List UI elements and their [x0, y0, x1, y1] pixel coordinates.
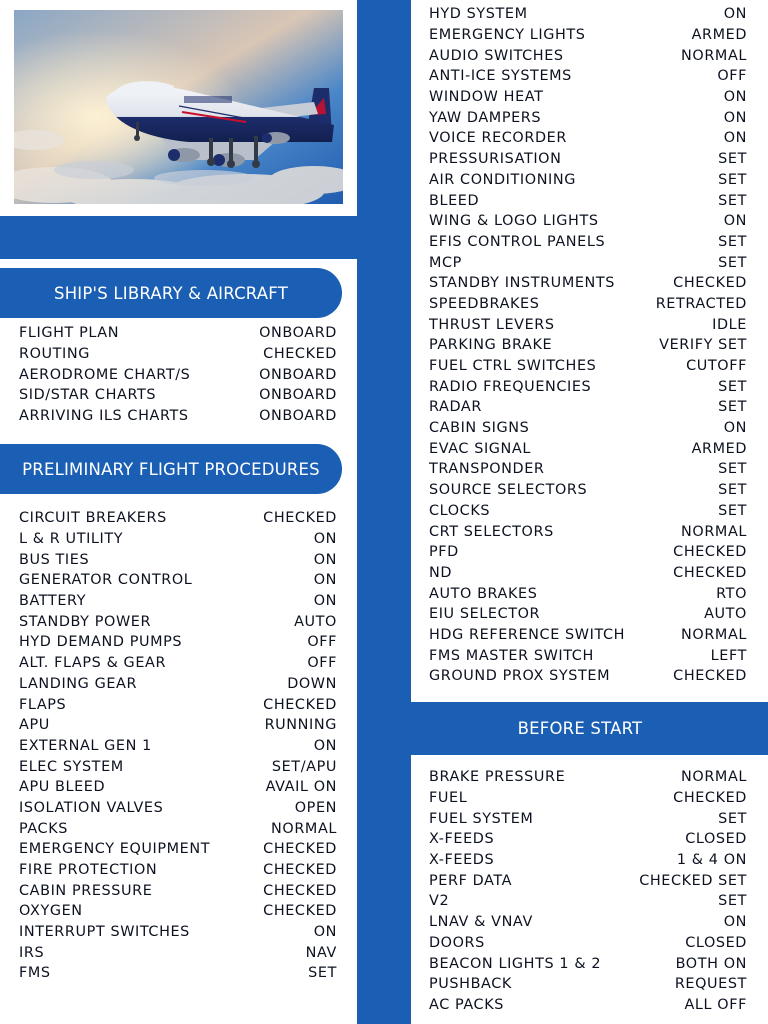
checklist-item-value: RETRACTED [655, 295, 747, 312]
checklist-row [429, 912, 747, 933]
checklist-item-label: FUEL CTRL SWITCHES [429, 358, 597, 375]
checklist-item-value: CHECKED [263, 882, 337, 899]
checklist-item-value: ON [723, 109, 747, 126]
checklist-row [19, 591, 337, 612]
checklist-item-label: DOORS [429, 934, 485, 951]
checklist-row [429, 25, 747, 46]
checklist-row [19, 529, 337, 550]
checklist-item-label: EFIS CONTROL PANELS [429, 233, 606, 250]
before-start-title: BEFORE START [517, 718, 643, 738]
preliminary-procedures-list [19, 508, 337, 984]
checklist-item-value: OFF [717, 68, 747, 85]
checklist-item-label: SPEEDBRAKES [429, 295, 540, 312]
left-checklist-panel [0, 259, 357, 1024]
checklist-row [429, 563, 747, 584]
checklist-item-label: PACKS [19, 820, 68, 837]
checklist-item-label: ROUTING [19, 346, 91, 363]
checklist-row [19, 364, 337, 385]
checklist-item-value: CHECKED [263, 841, 337, 858]
checklist-item-label: ISOLATION VALVES [19, 799, 164, 816]
checklist-item-value: SET [718, 151, 747, 168]
checklist-row [429, 480, 747, 501]
checklist-row [19, 860, 337, 881]
checklist-row [429, 314, 747, 335]
photo-panel [0, 0, 357, 216]
checklist-row [19, 632, 337, 653]
ships-library-list [19, 323, 337, 426]
checklist-item-label: HYD DEMAND PUMPS [19, 634, 183, 651]
checklist-item-label: ARRIVING ILS CHARTS [19, 408, 189, 425]
checklist-row [429, 232, 747, 253]
checklist-item-value: ON [723, 420, 747, 437]
checklist-item-label: FUEL [429, 790, 468, 807]
checklist-item-label: V2 [429, 893, 450, 910]
checklist-item-label: CABIN SIGNS [429, 420, 530, 437]
checklist-row [19, 922, 337, 943]
checklist-item-value: ON [313, 572, 337, 589]
checklist-item-value: NORMAL [681, 523, 747, 540]
checklist-item-label: AUDIO SWITCHES [429, 47, 564, 64]
checklist-row [429, 829, 747, 850]
right-checklist-panel [411, 0, 768, 702]
checklist-row [19, 798, 337, 819]
checklist-item-value: CHECKED [673, 668, 747, 685]
checklist-item-label: HYD SYSTEM [429, 6, 528, 23]
checklist-item-label: BLEED [429, 192, 480, 209]
checklist-item-value: SET [308, 965, 337, 982]
preliminary-flight-procedures-header [0, 444, 342, 494]
checklist-item-value: SET [718, 810, 747, 827]
checklist-row [429, 170, 747, 191]
checklist-row [19, 549, 337, 570]
checklist-row [429, 850, 747, 871]
checklist-item-label: BATTERY [19, 593, 87, 610]
checklist-item-value: VERIFY SET [659, 337, 747, 354]
checklist-row [19, 901, 337, 922]
checklist-item-value: CLOSED [685, 831, 747, 848]
before-start-panel [411, 755, 768, 1024]
checklist-item-label: IRS [19, 944, 45, 961]
checklist-item-label: PARKING BRAKE [429, 337, 553, 354]
checklist-item-label: FIRE PROTECTION [19, 862, 158, 879]
checklist-item-label: HDG REFERENCE SWITCH [429, 626, 626, 643]
checklist-item-value: SET [718, 893, 747, 910]
checklist-row [429, 211, 747, 232]
checklist-item-label: EIU SELECTOR [429, 606, 541, 623]
checklist-row [429, 4, 747, 25]
checklist-row [19, 406, 337, 427]
checklist-item-value: SET [718, 233, 747, 250]
checklist-row [429, 107, 747, 128]
checklist-item-label: RADIO FREQUENCIES [429, 378, 592, 395]
checklist-row [429, 625, 747, 646]
checklist-item-label: X-FEEDS [429, 852, 495, 869]
checklist-item-value: SET [718, 502, 747, 519]
checklist-row [429, 418, 747, 439]
checklist-item-label: CLOCKS [429, 502, 491, 519]
checklist-item-value: ALL OFF [684, 996, 747, 1013]
checklist-item-label: PRESSURISATION [429, 151, 562, 168]
checklist-item-label: EMERGENCY LIGHTS [429, 27, 586, 44]
checklist-row [19, 611, 337, 632]
checklist-item-label: CIRCUIT BREAKERS [19, 510, 167, 527]
checklist-item-label: YAW DAMPERS [429, 109, 542, 126]
checklist-item-value: ONBOARD [259, 366, 337, 383]
preliminary-flight-procedures-title: PRELIMINARY FLIGHT PROCEDURES [22, 459, 320, 479]
checklist-item-value: ON [313, 551, 337, 568]
checklist-item-value: SET [718, 171, 747, 188]
checklist-item-value: ARMED [691, 440, 747, 457]
checklist-row [19, 653, 337, 674]
checklist-item-value: RTO [716, 585, 747, 602]
checklist-row [429, 953, 747, 974]
checklist-item-label: PFD [429, 544, 459, 561]
checklist-item-label: WING & LOGO LIGHTS [429, 213, 599, 230]
checklist-row [19, 777, 337, 798]
checklist-item-label: STANDBY POWER [19, 613, 152, 630]
checklist-item-value: SET [718, 254, 747, 271]
checklist-item-value: CHECKED [673, 564, 747, 581]
checklist-item-value: SET [718, 461, 747, 478]
checklist-item-value: LEFT [710, 647, 747, 664]
checklist-item-label: AC PACKS [429, 996, 504, 1013]
checklist-item-value: CHECKED [263, 903, 337, 920]
checklist-row [19, 736, 337, 757]
checklist-item-value: AUTO [294, 613, 337, 630]
checklist-item-value: BOTH ON [675, 955, 747, 972]
checklist-item-label: FLIGHT PLAN [19, 325, 120, 342]
checklist-item-value: CHECKED [263, 346, 337, 363]
before-start-header [411, 703, 749, 753]
checklist-item-value: CHECKED [673, 544, 747, 561]
checklist-item-label: LNAV & VNAV [429, 914, 533, 931]
checklist-item-label: BUS TIES [19, 551, 90, 568]
checklist-item-value: NAV [305, 944, 337, 961]
checklist-item-label: FLAPS [19, 696, 67, 713]
checklist-row [429, 891, 747, 912]
checklist-item-label: ND [429, 564, 453, 581]
checklist-row [429, 87, 747, 108]
checklist-item-value: ARMED [691, 27, 747, 44]
checklist-item-label: X-FEEDS [429, 831, 495, 848]
checklist-item-value: CHECKED [263, 862, 337, 879]
checklist-row [19, 385, 337, 406]
checklist-item-label: EMERGENCY EQUIPMENT [19, 841, 211, 858]
checklist-row [429, 356, 747, 377]
checklist-row [429, 273, 747, 294]
checklist-item-label: INTERRUPT SWITCHES [19, 924, 190, 941]
checklist-item-value: CHECKED [263, 510, 337, 527]
checklist-row [429, 335, 747, 356]
checklist-row [429, 583, 747, 604]
checklist-item-value: OPEN [294, 799, 337, 816]
checklist-item-value: ON [313, 737, 337, 754]
ships-library-title: SHIP'S LIBRARY & AIRCRAFT [54, 283, 288, 303]
checklist-item-value: SET/APU [271, 758, 337, 775]
checklist-row [429, 376, 747, 397]
checklist-item-value: CHECKED SET [639, 872, 747, 889]
checklist-item-label: WINDOW HEAT [429, 89, 544, 106]
checklist-item-label: ANTI-ICE SYSTEMS [429, 68, 572, 85]
checklist-item-label: STANDBY INSTRUMENTS [429, 275, 616, 292]
checklist-item-label: MCP [429, 254, 462, 271]
checklist-item-label: BEACON LIGHTS 1 & 2 [429, 955, 602, 972]
checklist-row [19, 818, 337, 839]
checklist-item-value: DOWN [287, 675, 337, 692]
checklist-item-label: APU BLEED [19, 779, 106, 796]
checklist-item-value: ONBOARD [259, 325, 337, 342]
checklist-item-label: FMS [19, 965, 51, 982]
checklist-item-value: NORMAL [681, 47, 747, 64]
checklist-item-value: SET [718, 192, 747, 209]
checklist-item-label: TRANSPONDER [429, 461, 545, 478]
checklist-item-label: EXTERNAL GEN 1 [19, 737, 152, 754]
checklist-item-label: PERF DATA [429, 872, 513, 889]
checklist-row [19, 880, 337, 901]
before-start-list [429, 767, 747, 1015]
checklist-row [429, 933, 747, 954]
checklist-item-value: ONBOARD [259, 387, 337, 404]
checklist-item-label: GENERATOR CONTROL [19, 572, 193, 589]
checklist-item-value: NORMAL [681, 626, 747, 643]
checklist-item-value: ONBOARD [259, 408, 337, 425]
checklist-row [19, 963, 337, 984]
checklist-row [429, 252, 747, 273]
checklist-item-value: SET [718, 399, 747, 416]
checklist-item-label: FMS MASTER SWITCH [429, 647, 594, 664]
checklist-item-label: CRT SELECTORS [429, 523, 554, 540]
checklist-item-label: CABIN PRESSURE [19, 882, 153, 899]
checklist-item-value: IDLE [712, 316, 747, 333]
checklist-item-value: ON [723, 130, 747, 147]
checklist-item-label: PUSHBACK [429, 976, 512, 993]
checklist-row [429, 542, 747, 563]
checklist-row [429, 767, 747, 788]
checklist-item-label: AUTO BRAKES [429, 585, 538, 602]
checklist-row [429, 604, 747, 625]
checklist-item-label: APU [19, 717, 50, 734]
checklist-row [19, 344, 337, 365]
checklist-item-label: FUEL SYSTEM [429, 810, 534, 827]
checklist-row [429, 995, 747, 1016]
checklist-item-label: AERODROME CHART/S [19, 366, 191, 383]
checklist-item-label: L & R UTILITY [19, 531, 124, 548]
checklist-item-value: ON [723, 6, 747, 23]
checklist-row [19, 694, 337, 715]
checklist-row [429, 666, 747, 687]
checklist-row [429, 128, 747, 149]
checklist-item-value: ON [723, 89, 747, 106]
checklist-item-label: SOURCE SELECTORS [429, 482, 588, 499]
checklist-item-value: ON [313, 531, 337, 548]
checklist-row [19, 715, 337, 736]
checklist-item-value: REQUEST [674, 976, 747, 993]
checklist-item-label: EVAC SIGNAL [429, 440, 531, 457]
checklist-row [429, 870, 747, 891]
checklist-item-value: ON [723, 213, 747, 230]
checklist-row [19, 508, 337, 529]
checklist-item-label: ALT. FLAPS & GEAR [19, 655, 167, 672]
checklist-row [429, 66, 747, 87]
checklist-row [19, 839, 337, 860]
checklist-item-value: CHECKED [673, 790, 747, 807]
checklist-item-label: OXYGEN [19, 903, 83, 920]
checklist-row [429, 190, 747, 211]
checklist-item-value: ON [313, 593, 337, 610]
checklist-row [19, 674, 337, 695]
ships-library-header [0, 268, 342, 318]
checklist-row [19, 570, 337, 591]
checklist-item-label: BRAKE PRESSURE [429, 769, 566, 786]
checklist-row [429, 788, 747, 809]
checklist-row [19, 756, 337, 777]
checklist-item-value: AVAIL ON [265, 779, 337, 796]
checklist-row [429, 438, 747, 459]
checklist-row [429, 294, 747, 315]
checklist-row [429, 459, 747, 480]
checklist-item-value: CUTOFF [686, 358, 747, 375]
checklist-item-value: SET [718, 378, 747, 395]
checklist-item-value: NORMAL [681, 769, 747, 786]
checklist-row [429, 521, 747, 542]
checklist-item-value: OFF [307, 655, 337, 672]
checklist-item-label: VOICE RECORDER [429, 130, 567, 147]
checklist-item-value: OFF [307, 634, 337, 651]
aircraft-photo [14, 10, 343, 204]
checklist-item-value: AUTO [704, 606, 747, 623]
checklist-item-value: CHECKED [673, 275, 747, 292]
checklist-item-label: GROUND PROX SYSTEM [429, 668, 611, 685]
checklist-item-label: AIR CONDITIONING [429, 171, 577, 188]
checklist-row [429, 149, 747, 170]
checklist-item-label: THRUST LEVERS [429, 316, 555, 333]
checklist-item-value: CLOSED [685, 934, 747, 951]
checklist-item-label: SID/STAR CHARTS [19, 387, 157, 404]
checklist-row [19, 323, 337, 344]
checklist-row [429, 974, 747, 995]
checklist-row [429, 501, 747, 522]
checklist-row [429, 45, 747, 66]
checklist-row [19, 942, 337, 963]
checklist-row [429, 645, 747, 666]
checklist-item-label: LANDING GEAR [19, 675, 138, 692]
checklist-item-value: RUNNING [264, 717, 337, 734]
boeing-747-illustration [14, 10, 343, 204]
checklist-item-label: RADAR [429, 399, 482, 416]
checklist-item-value: 1 & 4 ON [676, 852, 747, 869]
checklist-item-value: NORMAL [271, 820, 337, 837]
checklist-row [429, 808, 747, 829]
checklist-row [429, 397, 747, 418]
checklist-item-value: ON [313, 924, 337, 941]
checklist-item-label: ELEC SYSTEM [19, 758, 124, 775]
checklist-item-value: SET [718, 482, 747, 499]
continued-procedures-list [429, 4, 747, 687]
checklist-item-value: CHECKED [263, 696, 337, 713]
checklist-item-value: ON [723, 914, 747, 931]
